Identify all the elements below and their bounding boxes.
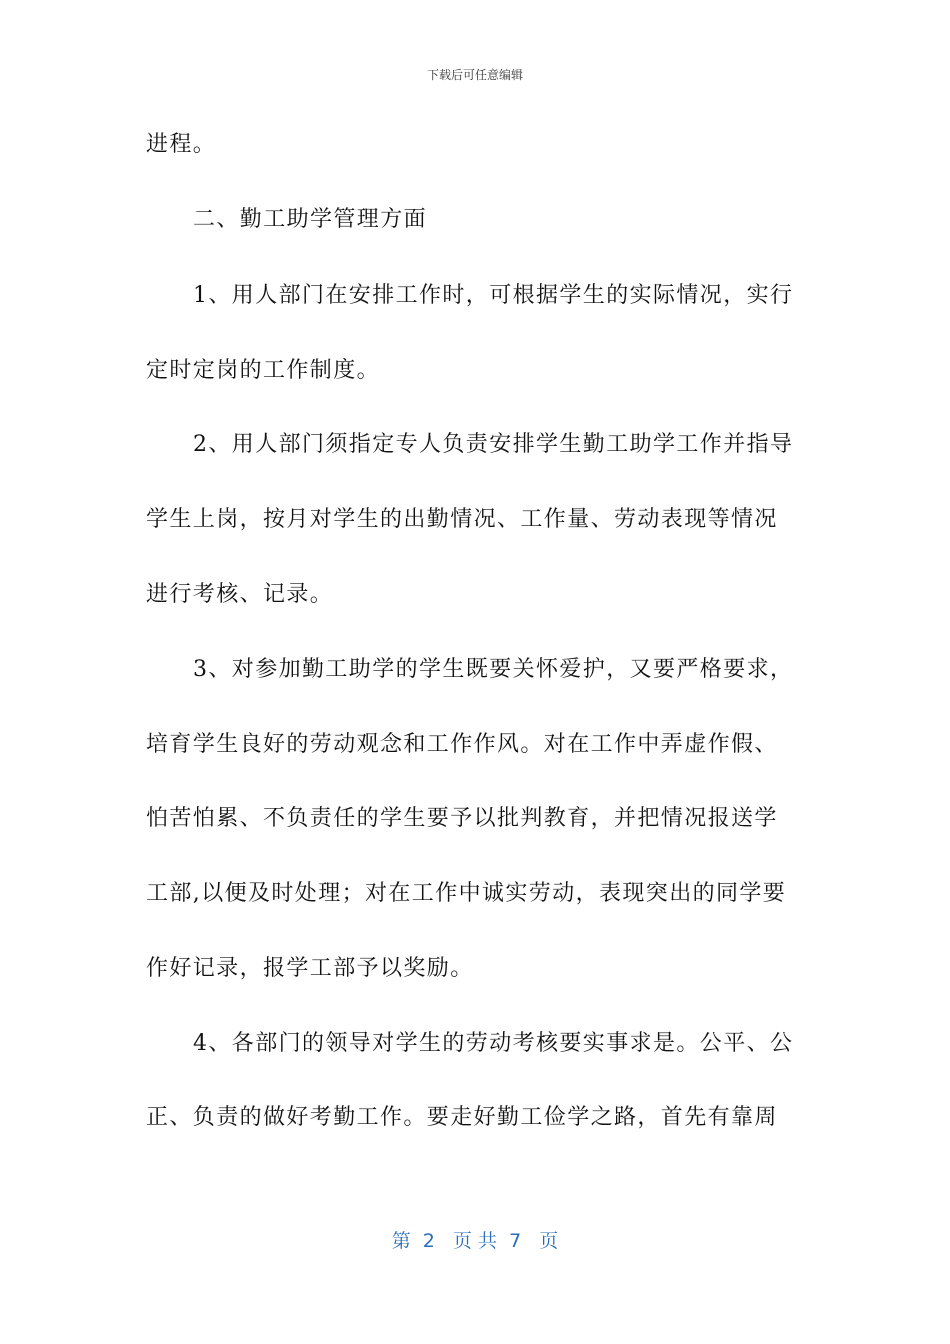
text-line-3: 1、用人部门在安排工作时，可根据学生的实际情况，实行 bbox=[193, 283, 794, 308]
text-line-9: 培育学生良好的劳动观念和工作作风。对在工作中弄虚作假、 bbox=[146, 732, 778, 757]
section-heading: 二、勤工助学管理方面 bbox=[193, 207, 428, 232]
text-line-1: 进程。 bbox=[146, 132, 217, 157]
text-line-10: 怕苦怕累、不负责任的学生要予以批判教育，并把情况报送学 bbox=[146, 806, 778, 831]
text-line-7: 进行考核、记录。 bbox=[146, 582, 334, 607]
text-line-12: 作好记录，报学工部予以奖励。 bbox=[146, 956, 474, 981]
text-line-8: 3、对参加勤工助学的学生既要关怀爱护，又要严格要求， bbox=[193, 657, 794, 682]
page-header-note: 下载后可任意编辑 bbox=[426, 68, 523, 82]
text-line-14: 正、负责的做好考勤工作。要走好勤工俭学之路，首先有靠周 bbox=[146, 1105, 778, 1130]
text-line-4: 定时定岗的工作制度。 bbox=[146, 358, 381, 383]
text-line-5: 2、用人部门须指定专人负责安排学生勤工助学工作并指导 bbox=[193, 432, 794, 457]
text-line-13: 4、各部门的领导对学生的劳动考核要实事求是。公平、公 bbox=[193, 1031, 794, 1056]
page-number-footer: 第 2 页 共 7 页 bbox=[391, 1230, 559, 1252]
text-line-6: 学生上岗，按月对学生的出勤情况、工作量、劳动表现等情况 bbox=[146, 507, 778, 532]
text-line-11: 工部,以便及时处理；对在工作中诚实劳动，表现突出的同学要 bbox=[146, 881, 787, 906]
